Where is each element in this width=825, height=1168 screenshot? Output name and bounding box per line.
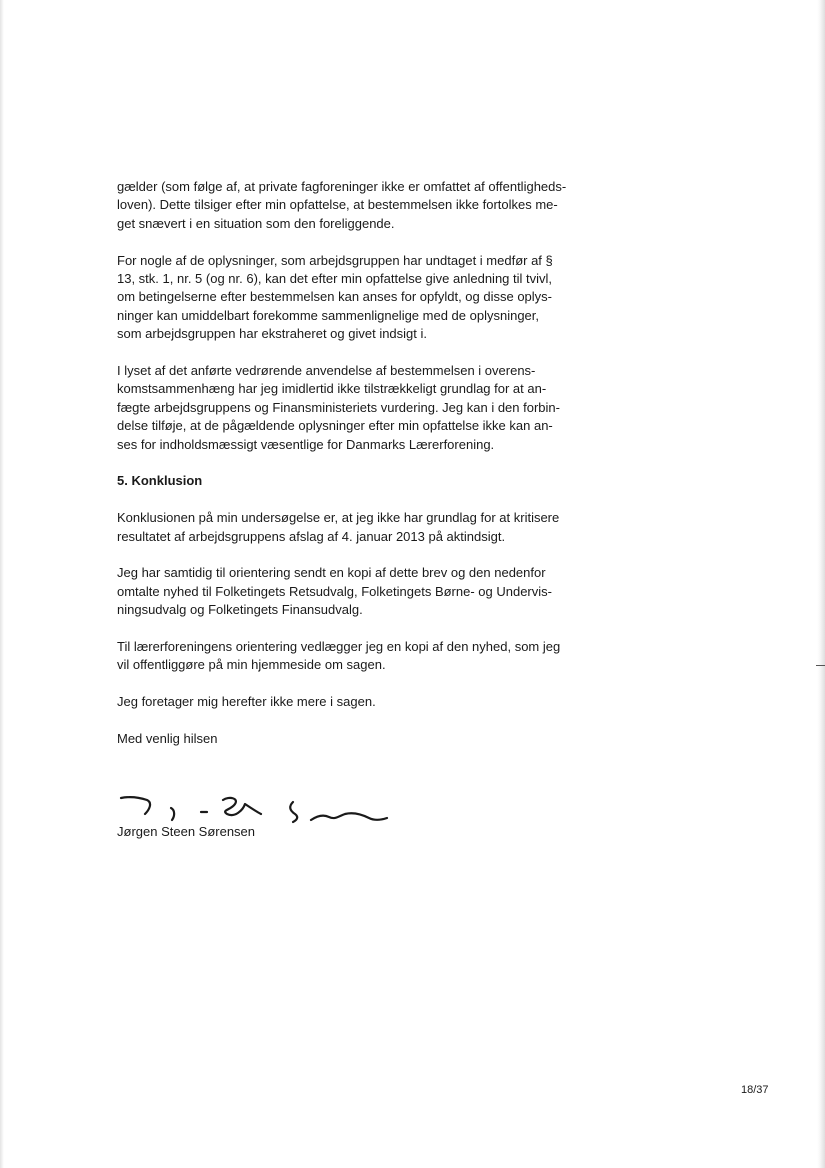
paragraph: Konklusionen på min undersøgelse er, at jeg ikke har grundlag for at kritisere resultatet af arbejdsgruppens afslag af 4. januar 2013 på aktindsigt. bbox=[117, 510, 560, 544]
page-number: 18/37 bbox=[741, 1084, 769, 1096]
letter-body bbox=[117, 178, 577, 767]
paragraph: I lyset af det anførte vedrørende anvendelse af bestemmelsen i overens- komstsammenhæng har jeg imidlertid ikke tilstrækkeligt grundlag for at an- fægte arbejdsgruppens og Finansministeriets vurdering. Jeg kan i den forbin- delse tilføje, at de pågældende oplysninger efter min opfattelse ikke kan an- ses for indholdsmæssigt væsentlige for Danmarks Lærerforening. bbox=[117, 363, 560, 452]
paragraph: Jeg foretager mig herefter ikke mere i sagen. bbox=[117, 694, 376, 710]
paragraph: Jeg har samtidig til orientering sendt en kopi af dette brev og den nedenfor omtalte nyhed til Folketingets Retsudvalg, Folketingets Børne- og Undervis- ningsudvalg og Folketingets Finansudvalg. bbox=[117, 565, 552, 618]
closing-salutation: Med venlig hilsen bbox=[117, 731, 218, 747]
scan-edge-left bbox=[0, 0, 4, 1168]
margin-tick-mark bbox=[816, 665, 825, 666]
scan-edge-right bbox=[817, 0, 825, 1168]
signer-name: Jørgen Steen Sørensen bbox=[117, 824, 256, 839]
section-heading: 5. Konklusion bbox=[117, 473, 203, 489]
paragraph: gælder (som følge af, at private fagforeninger ikke er omfattet af offentligheds- loven). Dette tilsiger efter min opfattelse, at bestemmelsen ikke fortolkes me- get snævert i en situation som den foreliggende. bbox=[117, 179, 567, 231]
paragraph: For nogle af de oplysninger, som arbejdsgruppen har undtaget i medfør af § 13, stk. 1, nr. 5 (og nr. 6), kan det efter min opfattelse give anledning til tvivl, om betingelserne efter bestemmelsen kan anses for opfyldt, og disse oplys- ninger kan umiddelbart forekomme sammenlignelige med de oplysninger, som arbejdsgruppen har ekstraheret og givet indsigt i. bbox=[117, 252, 553, 342]
paragraph: Til lærerforeningens orientering vedlægger jeg en kopi af den nyhed, som jeg vil offentliggøre på min hjemmeside om sagen. bbox=[117, 639, 561, 673]
